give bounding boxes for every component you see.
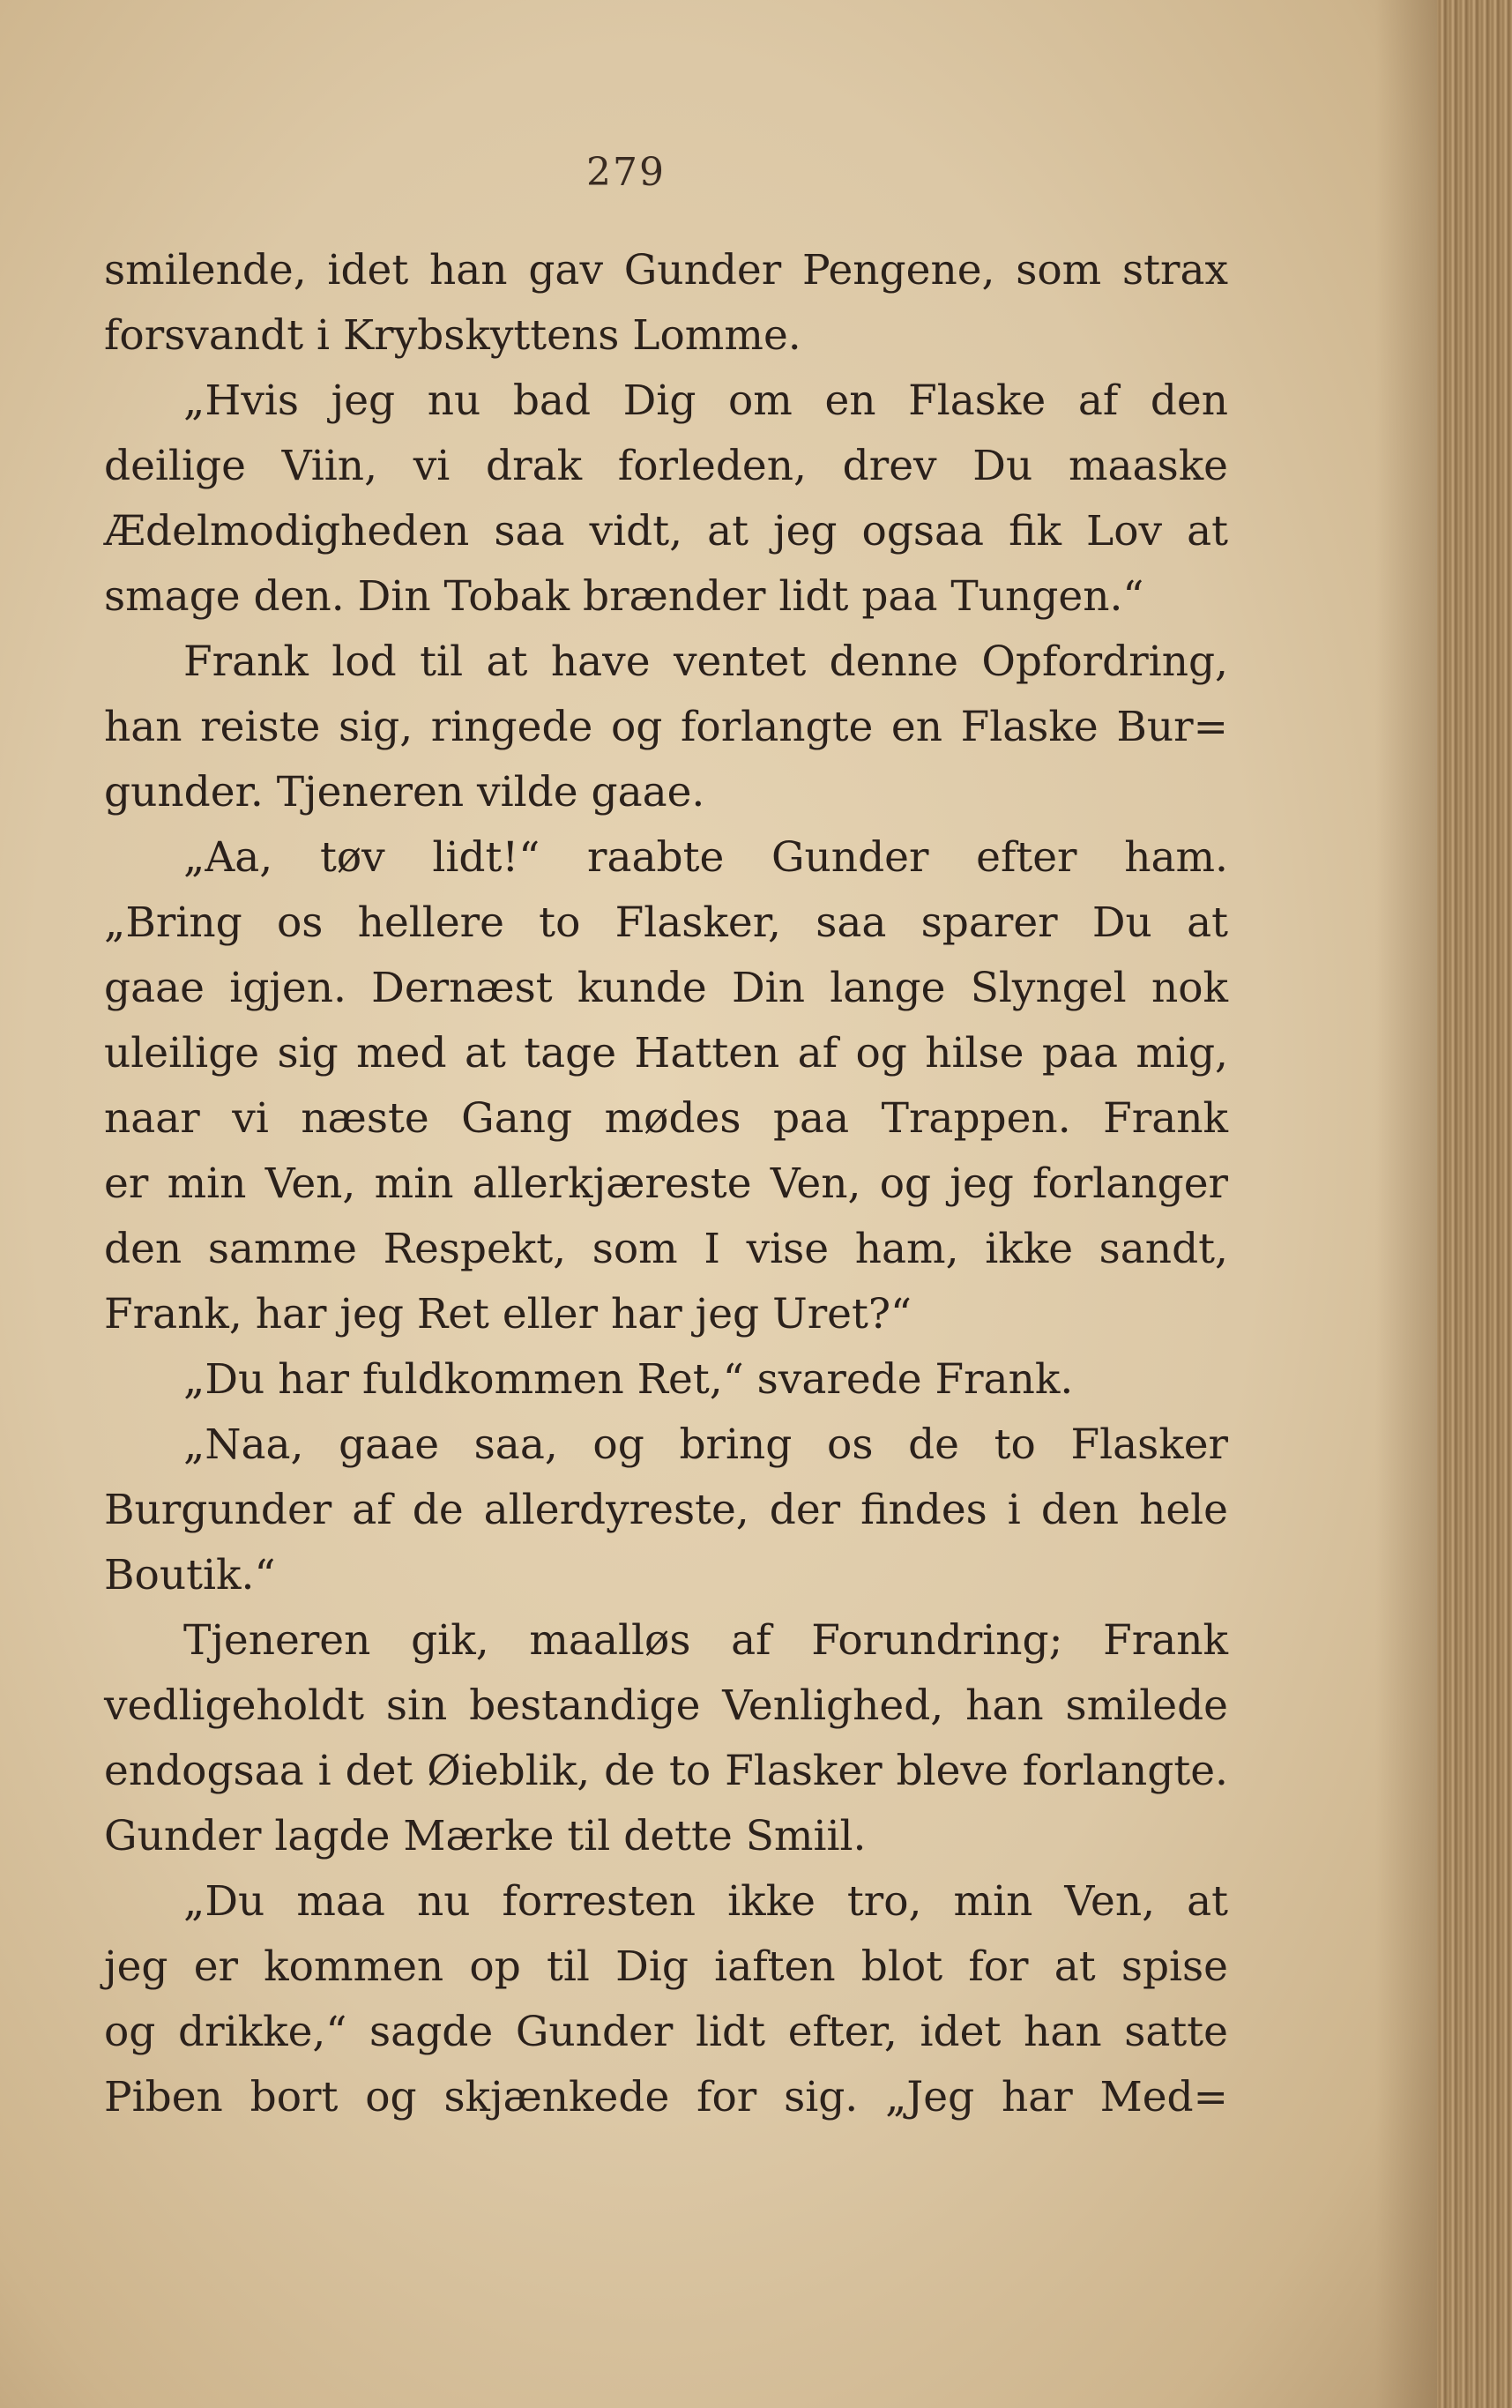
text-line: „Naa, gaae saa, og bring os de to Flasker (183, 1420, 1228, 1469)
page-edges (1437, 0, 1512, 2408)
text-line: „Du maa nu forresten ikke tro, min Ven, at (183, 1877, 1228, 1926)
text-line: Ædelmodigheden saa vidt, at jeg ogsaa fik Lov at (104, 507, 1228, 555)
text-line: gaae igjen. Dernæst kunde Din lange Slyngel nok (104, 964, 1228, 1012)
text-line: er min Ven, min allerkjæreste Ven, og jeg forlanger (104, 1159, 1228, 1208)
text-line: Boutik.“ (104, 1551, 276, 1599)
text-line: gunder. Tjeneren vilde gaae. (104, 768, 705, 816)
text-line: han reiste sig, ringede og forlangte en Flaske Bur= (104, 703, 1228, 751)
text-line: og drikke,“ sagde Gunder lidt efter, idet han satte (104, 2008, 1228, 2056)
text-line: Tjeneren gik, maalløs af Forundring; Frank (183, 1616, 1228, 1665)
text-line: „Du har fuldkommen Ret,“ svarede Frank. (183, 1355, 1074, 1404)
text-line: smilende, idet han gav Gunder Pengene, som strax (104, 246, 1228, 294)
text-line: den samme Respekt, som I vise ham, ikke sandt, (104, 1225, 1228, 1273)
text-line: „Aa, tøv lidt!“ raabte Gunder efter ham. (183, 833, 1228, 882)
text-line: „Hvis jeg nu bad Dig om en Flaske af den (183, 376, 1228, 425)
text-line: uleilige sig med at tage Hatten af og hilse paa mig, (104, 1029, 1228, 1077)
body-text (104, 238, 1228, 2130)
text-line: vedligeholdt sin bestandige Venlighed, han smilede (104, 1681, 1228, 1730)
page-number: 279 (586, 150, 666, 195)
text-line: forsvandt i Krybskyttens Lomme. (104, 311, 801, 360)
page-gutter-shadow (1375, 0, 1437, 2408)
text-line: Piben bort og skjænkede for sig. „Jeg har Med= (104, 2073, 1228, 2121)
text-line: „Bring os hellere to Flasker, saa sparer Du at (104, 898, 1228, 947)
text-line: jeg er kommen op til Dig iaften blot for at spise (104, 1942, 1228, 1991)
text-line: deilige Viin, vi drak forleden, drev Du maaske (104, 442, 1228, 490)
text-line: Frank lod til at have ventet denne Opfordring, (183, 637, 1228, 686)
text-line: Burgunder af de allerdyreste, der findes i den hele (104, 1486, 1228, 1534)
text-line: Frank, har jeg Ret eller har jeg Uret?“ (104, 1290, 912, 1338)
text-line: naar vi næste Gang mødes paa Trappen. Frank (104, 1094, 1228, 1143)
text-line: endogsaa i det Øieblik, de to Flasker bleve forlangte. (104, 1747, 1228, 1795)
text-line: Gunder lagde Mærke til dette Smiil. (104, 1812, 867, 1860)
text-line: smage den. Din Tobak brænder lidt paa Tungen.“ (104, 572, 1144, 621)
